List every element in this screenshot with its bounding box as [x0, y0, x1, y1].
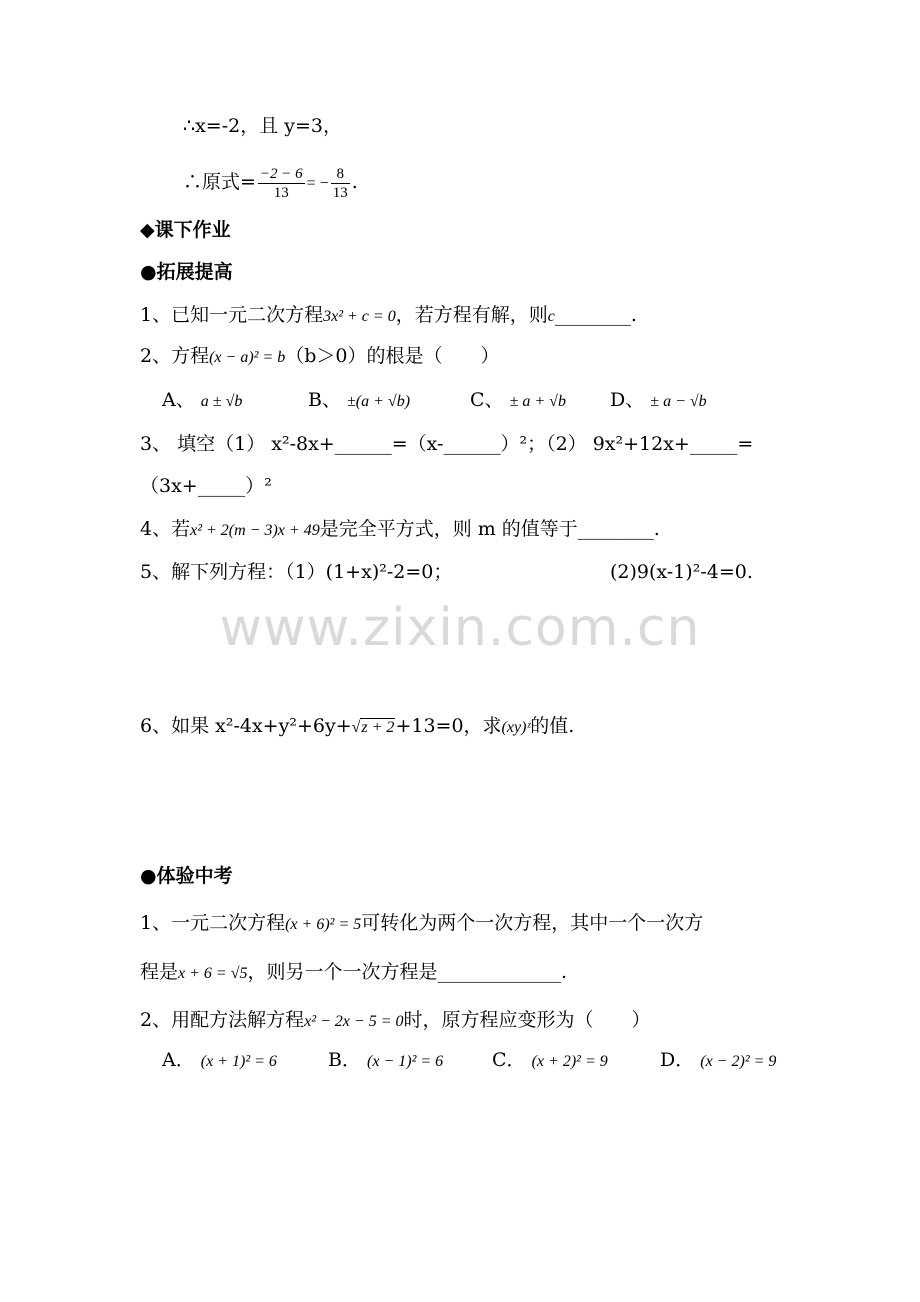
exam-question-1-line-1 — [140, 911, 703, 937]
option-label: C． — [492, 1049, 526, 1071]
option-expression: (x − 2)² = 9 — [700, 1053, 777, 1070]
extension-question-5-left: 5、解下列方程：（1）(1+x)²-2=0； — [140, 561, 453, 583]
heading-exam: ●体验中考 — [140, 865, 233, 887]
exam-question-2-option-c — [492, 1048, 608, 1074]
option-label: A、 — [162, 389, 195, 411]
option-label: B． — [328, 1049, 361, 1071]
fraction-2-numerator: 8 — [331, 165, 350, 184]
option-expression: (x + 1)² = 6 — [200, 1053, 277, 1070]
option-label: B、 — [308, 389, 341, 411]
question-4-expression: x² + 2(m − 3)x + 49 — [190, 522, 320, 539]
question-6-prefix: 6、如果 x²-4x+y²+6y+ — [140, 715, 352, 737]
fraction-1 — [258, 165, 305, 202]
extension-question-3-line-2: （3x+_____）² — [140, 475, 272, 497]
fraction-2-denominator: 13 — [332, 184, 348, 201]
fraction-1-denominator: 13 — [273, 184, 289, 201]
option-expression: ± a + √b — [509, 393, 566, 410]
question-2-option-d — [610, 388, 707, 414]
option-label: C、 — [470, 389, 504, 411]
option-expression: (x − 1)² = 6 — [367, 1053, 444, 1070]
radicand: z + 2 — [361, 719, 395, 736]
solution-line-2-end: . — [351, 171, 358, 193]
exam-question-2 — [140, 1008, 651, 1034]
extension-question-2 — [140, 344, 500, 370]
exam-question-1-line-2-equation: x + 6 = √5 — [178, 965, 248, 982]
question-6-expression: (xy)ᶻ — [501, 719, 531, 736]
extension-question-3-line-1: 3、 填空（1） x²-8x+______=（x-______）²；（2） 9x²+12x+_____= — [140, 433, 754, 455]
question-1-prefix: 1、已知一元二次方程 — [140, 304, 324, 326]
heading-extension: ●拓展提高 — [140, 261, 233, 283]
exam-question-2-option-b — [328, 1048, 443, 1074]
fraction-2 — [331, 165, 350, 202]
exam-question-1-line-2-prefix: 程是 — [140, 961, 179, 983]
heading-homework: ◆课下作业 — [140, 219, 231, 241]
watermark: www.zixin.com.cn — [219, 598, 701, 658]
question-2-equation: (x − a)² = b — [209, 349, 286, 366]
extension-question-5-right: (2)9(x-1)²-4=0. — [610, 561, 753, 583]
exam-question-2-prefix: 2、用配方法解方程 — [140, 1009, 305, 1031]
option-expression: ±(a + √b) — [347, 393, 411, 410]
exam-question-1-suffix: 可转化为两个一次方程，其中一个一次方 — [361, 912, 704, 934]
extension-question-6 — [140, 714, 574, 740]
solution-line-1: ∴x=-2，且 y=3， — [183, 115, 343, 137]
equals-minus: = − — [306, 175, 329, 192]
extension-question-1 — [140, 303, 637, 329]
question-2-suffix: （b＞0）的根是（ ） — [285, 345, 500, 367]
solution-line-2 — [183, 162, 358, 204]
question-6-suffix: 的值. — [530, 715, 575, 737]
exam-question-2-suffix: 时，原方程应变形为（ ） — [403, 1009, 651, 1031]
exam-question-2-equation: x² − 2x − 5 = 0 — [304, 1013, 404, 1030]
question-1-variable: c — [547, 308, 555, 325]
option-expression: ± a − √b — [650, 393, 707, 410]
option-label: D、 — [610, 389, 645, 411]
solution-line-2-prefix: ∴原式= — [183, 171, 256, 193]
question-1-blank: ________. — [554, 304, 637, 326]
exam-question-1-equation: (x + 6)² = 5 — [285, 916, 362, 933]
question-1-suffix: ，若方程有解，则 — [395, 304, 548, 326]
question-2-option-b — [308, 388, 410, 414]
question-4-suffix: 是完全平方式，则 m 的值等于________. — [319, 518, 660, 540]
question-2-option-c — [470, 388, 566, 414]
option-label: D． — [660, 1049, 695, 1071]
question-4-prefix: 4、若 — [140, 518, 191, 540]
question-1-equation: 3x² + c = 0 — [323, 308, 396, 325]
question-6-middle: +13=0，求 — [395, 715, 502, 737]
exam-question-1-prefix: 1、一元二次方程 — [140, 912, 286, 934]
exam-question-2-option-d — [660, 1048, 776, 1074]
exam-question-1-line-2-suffix: ，则另一个一次方程是_____________. — [247, 961, 568, 983]
fraction-1-numerator: −2 − 6 — [259, 165, 303, 182]
option-expression: (x + 2)² = 9 — [531, 1053, 608, 1070]
exam-question-1-line-2 — [140, 960, 567, 986]
square-root — [352, 714, 396, 740]
option-expression: a ± √b — [200, 393, 243, 410]
option-label: A． — [162, 1049, 195, 1071]
question-2-option-a — [162, 388, 242, 414]
extension-question-4 — [140, 517, 660, 543]
radical-sign-icon: √ — [351, 719, 361, 736]
exam-question-2-option-a — [162, 1048, 277, 1074]
question-2-prefix: 2、方程 — [140, 345, 210, 367]
